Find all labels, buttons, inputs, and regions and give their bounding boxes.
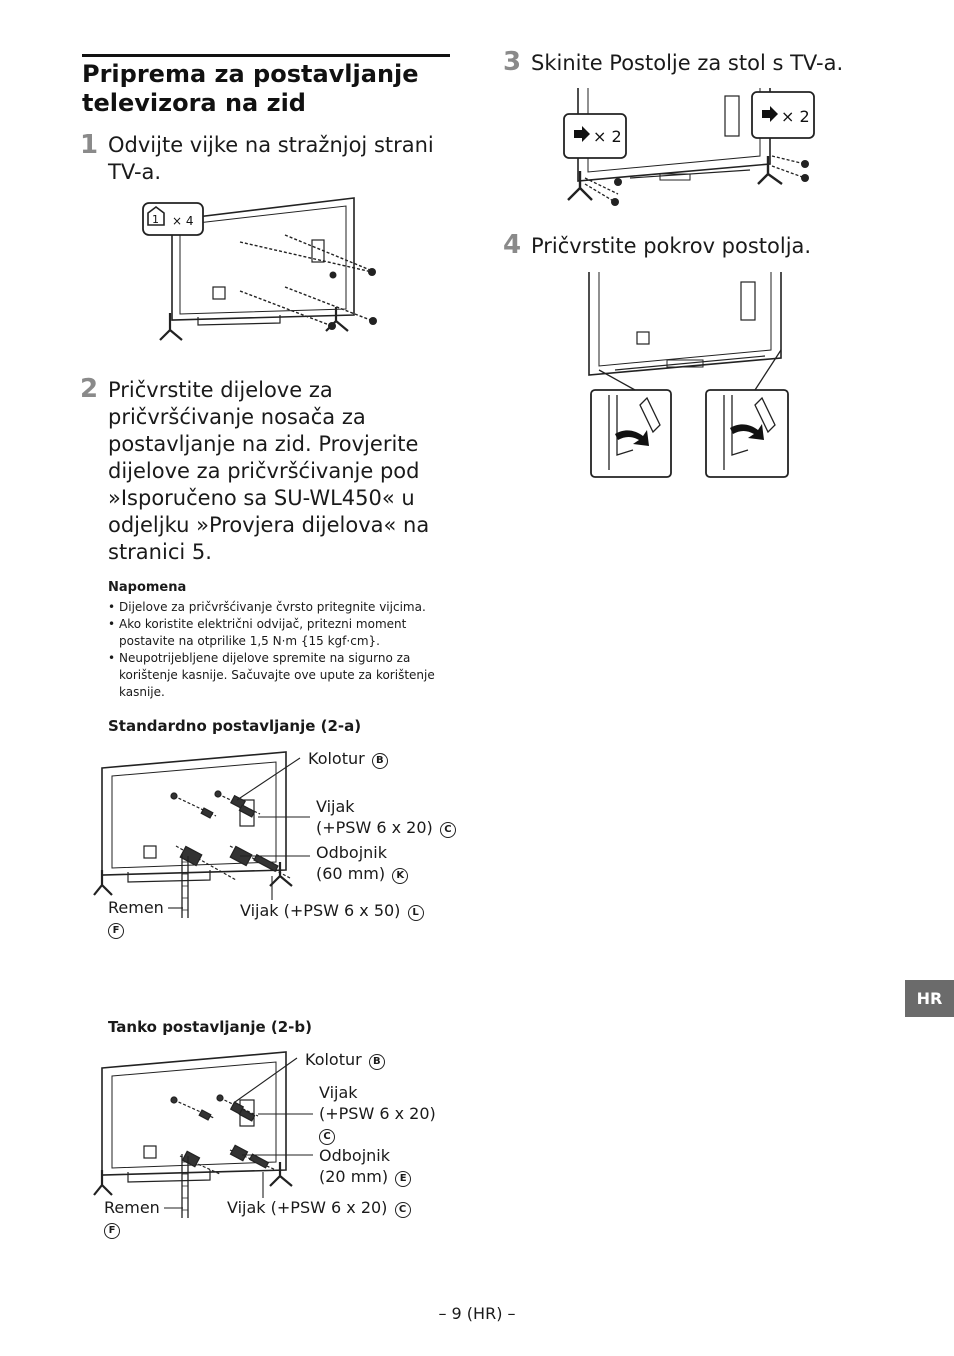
standard-vijak-a-label: Vijak (+PSW 6 x 20) C: [316, 796, 456, 838]
note-item: • Dijelove za pričvršćivanje čvrsto pritegnite vijcima.: [108, 599, 443, 616]
standard-odbojnik-label: Odbojnik (60 mm) K: [316, 842, 408, 884]
fig3-left-count: × 2: [593, 127, 622, 146]
thin-remen-label: Remen F: [104, 1197, 160, 1239]
step-1-number: 1: [80, 130, 99, 160]
language-tab: HR: [905, 980, 954, 1017]
vijak-b-mark: L: [408, 905, 424, 921]
standard-heading: Standardno postavljanje (2-a): [108, 717, 362, 735]
step-3-number: 3: [503, 47, 522, 77]
thin-kolotur-label: Kolotur B: [305, 1049, 385, 1070]
thin-vijak-a-label: Vijak (+PSW 6 x 20) C: [319, 1082, 436, 1145]
odbojnik-mark: E: [395, 1171, 411, 1187]
step-1-text: Odvijte vijke na stražnjoj strani TV-a.: [108, 133, 434, 184]
vijak-a-mark: C: [319, 1129, 335, 1145]
odbojnik-mark: K: [392, 868, 408, 884]
step-4-number: 4: [503, 230, 522, 260]
remen-mark: F: [108, 923, 124, 939]
kolotur-mark: B: [372, 753, 388, 769]
step-3-text: Skinite Postolje za stol s TV-a.: [531, 51, 844, 75]
standard-remen-label: Remen F: [108, 897, 164, 939]
note-heading: Napomena: [108, 580, 187, 595]
fig1-badge-count: × 4: [172, 214, 194, 228]
note-item: • Neupotrijebljene dijelove spremite na sigurno za korištenje kasnije. Sačuvajte ove upute za korištenje kasnije.: [108, 650, 443, 701]
figure-remove-stand: [560, 86, 820, 216]
vijak-a-mark: C: [440, 822, 456, 838]
thin-odbojnik-label: Odbojnik (20 mm) E: [319, 1145, 411, 1187]
page-number: – 9 (HR) –: [438, 1304, 516, 1323]
fig1-badge-number: 1: [152, 213, 159, 226]
thin-heading: Tanko postavljanje (2-b): [108, 1018, 312, 1036]
figure-attach-cover: [585, 270, 795, 482]
thin-vijak-b-label: Vijak (+PSW 6 x 20) C: [227, 1197, 411, 1218]
step-4-text: Pričvrstite pokrov postolja.: [531, 234, 812, 258]
step-2-number: 2: [80, 374, 99, 404]
note-item: • Ako koristite električni odvijač, pritezni moment postavite na otprilike 1,5 N·m {15 kgf·cm}.: [108, 616, 443, 650]
section-title: Priprema za postavljanje televizora na zid: [82, 60, 419, 117]
standard-kolotur-label: Kolotur B: [308, 748, 388, 769]
kolotur-mark: B: [369, 1054, 385, 1070]
fig3-right-count: × 2: [781, 107, 810, 126]
step-2-text: Pričvrstite dijelove za pričvršćivanje nosača za postavljanje na zid. Provjerite dijelove za pričvršćivanje pod »Isporučeno sa SU-WL450« u odjeljku »Provjera dijelova« na stranici 5.: [108, 378, 430, 564]
remen-mark: F: [104, 1223, 120, 1239]
vijak-b-mark: C: [395, 1202, 411, 1218]
standard-vijak-b-label: Vijak (+PSW 6 x 50) L: [240, 900, 424, 921]
